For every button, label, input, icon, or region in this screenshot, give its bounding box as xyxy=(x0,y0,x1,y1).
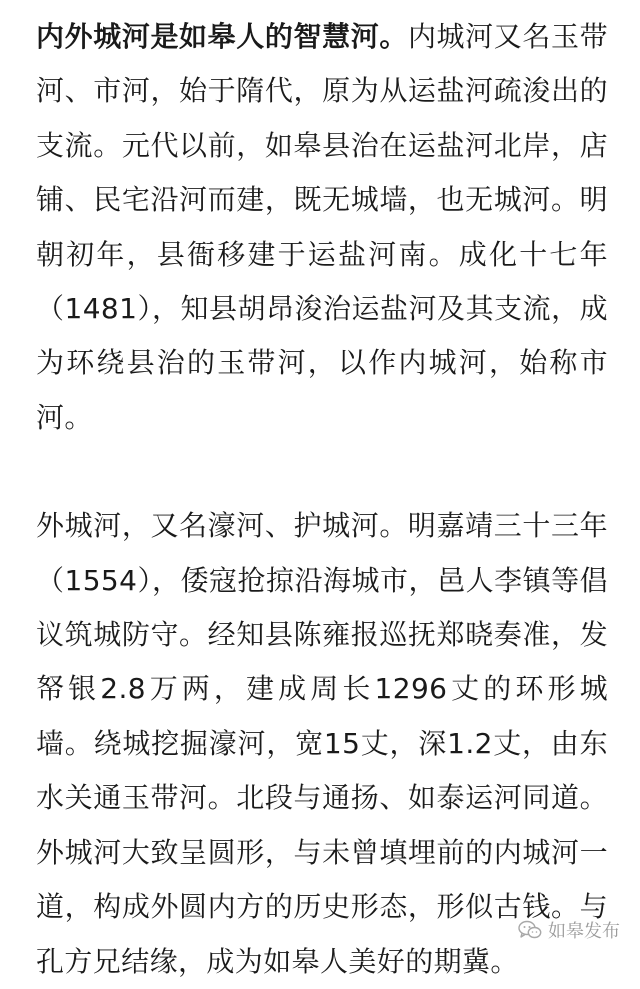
watermark-label: 如皋发布 xyxy=(548,921,620,942)
paragraph-text: 外城河，又名濠河、护城河。明嘉靖三十三年（1554），倭寇抢掠沿海城市，邑人李镇等倡议筑城防守。经知县陈雍报巡抚郑晓奏准，发帑银2.8万两，建成周长1296丈的环形城墙。绕城挖掘濠河，宽15丈，深1.2丈，由东水关通玉带河。北段与通扬、如泰运河同道。外城河大致呈圆形，与未曾填埋前的内城河一道，构成外圆内方的历史形态，形似古钱。与孔方兄结缘，成为如皋人美好的期冀。 xyxy=(36,509,608,978)
article-body xyxy=(36,10,608,989)
paragraph-inner-river xyxy=(36,10,608,445)
source-watermark xyxy=(518,917,620,943)
wechat-icon xyxy=(518,920,542,940)
paragraph-outer-river xyxy=(36,499,608,989)
paragraph-lead: 内外城河是如皋人的智慧河。 xyxy=(36,20,408,53)
paragraph-text: 内城河又名玉带河、市河，始于隋代，原为从运盐河疏浚出的支流。元代以前，如皋县治在运盐河北岸，店铺、民宅沿河而建，既无城墙，也无城河。明朝初年，县衙移建于运盐河南。成化十七年（1481），知县胡昂浚治运盐河及其支流，成为环绕县治的玉带河，以作内城河，始称市河。 xyxy=(36,20,608,434)
